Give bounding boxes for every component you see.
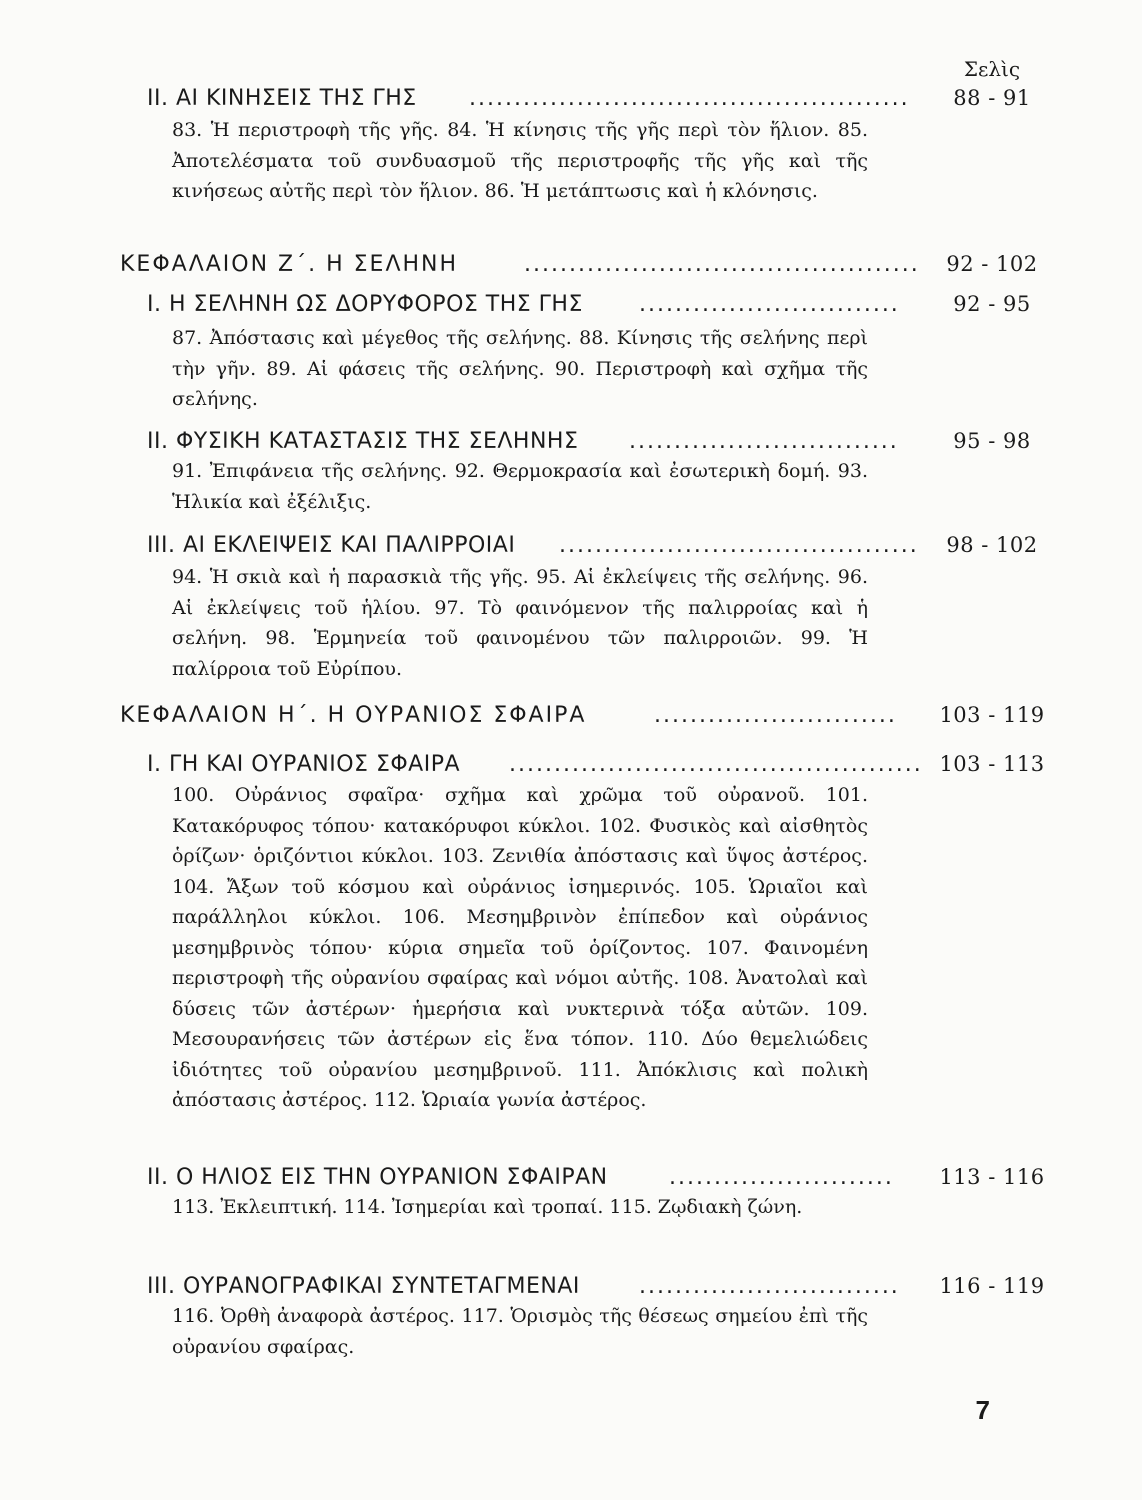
- leader-dots: ............................................: [524, 252, 920, 277]
- toc-section-description: 116. Ὀρθὴ ἀναφορὰ ἀστέρος. 117. Ὁρισμὸς τῆς θέσεως σημείου ἐπὶ τῆς οὐρανίου σφαίρας.: [172, 1305, 868, 1358]
- toc-section-title: II. Ο ΗΛΙΟΣ ΕΙΣ ΤΗΝ ΟΥΡΑΝΙΟΝ ΣΦΑΙΡΑΝ: [147, 1165, 608, 1190]
- toc-section-title: I. ΓΗ ΚΑΙ ΟΥΡΑΝΙΟΣ ΣΦΑΙΡΑ: [147, 752, 461, 777]
- toc-section-description: 91. Ἐπιφάνεια τῆς σελήνης. 92. Θερμοκρασία καὶ ἐσωτερικὴ δομή. 93. Ἡλικία καὶ ἐξέλιξις.: [172, 460, 868, 513]
- toc-page-range: 103 - 119: [939, 703, 1045, 727]
- toc-page-range: 103 - 113: [939, 752, 1045, 776]
- leader-dots: ..............................: [629, 429, 899, 454]
- toc-section-title: II. ΦΥΣΙΚΗ ΚΑΤΑΣΤΑΣΙΣ ΤΗΣ ΣΕΛΗΝΗΣ: [147, 429, 579, 454]
- toc-chapter-title: ΚΕΦΑΛΑΙΟΝ Η΄. Η ΟΥΡΑΝΙΟΣ ΣΦΑΙΡΑ: [120, 703, 587, 728]
- toc-page-range: 92 - 95: [953, 292, 1031, 316]
- toc-page-range: 92 - 102: [946, 252, 1038, 276]
- pages-column-heading: Σελὶς: [963, 57, 1021, 81]
- toc-section-title: III. ΑΙ ΕΚΛΕΙΨΕΙΣ ΚΑΙ ΠΑΛΙΡΡΟΙΑΙ: [147, 533, 516, 558]
- toc-section-description: 94. Ἡ σκιὰ καὶ ἡ παρασκιὰ τῆς γῆς. 95. Αἱ ἐκλείψεις τῆς σελήνης. 96. Αἱ ἐκλείψεις τοῦ ἡλίου. 97. Τὸ φαινόμενον τῆς παλιρροίας καὶ ἡ σελήνη. 98. Ἑρμηνεία τοῦ φαινομένου τῶν παλιρροιῶν. 99. Ἡ παλίρροια τοῦ Εὐρίπου.: [172, 566, 868, 680]
- leader-dots: ...........................: [654, 703, 897, 728]
- toc-page-range: 113 - 116: [939, 1165, 1045, 1189]
- leader-dots: ........................................: [559, 533, 919, 558]
- leader-dots: .............................: [639, 292, 900, 317]
- leader-dots: ..............................................: [509, 752, 923, 777]
- leader-dots: .........................: [669, 1165, 894, 1190]
- toc-chapter-title: ΚΕΦΑΛΑΙΟΝ Ζ΄. Η ΣΕΛΗΝΗ: [120, 252, 459, 277]
- toc-page-range: 98 - 102: [946, 533, 1038, 557]
- leader-dots: .............................: [639, 1274, 900, 1299]
- toc-page-range: 116 - 119: [939, 1274, 1045, 1298]
- toc-section-title: II. ΑΙ ΚΙΝΗΣΕΙΣ ΤΗΣ ΓΗΣ: [147, 86, 417, 111]
- page-number: 7: [975, 1395, 990, 1425]
- toc-chapter-line: [0, 703, 1142, 741]
- toc-page-range: 88 - 91: [953, 86, 1031, 110]
- toc-page-range: 95 - 98: [953, 429, 1031, 453]
- toc-section-title: I. Η ΣΕΛΗΝΗ ΩΣ ΔΟΡΥΦΟΡΟΣ ΤΗΣ ΓΗΣ: [147, 292, 583, 317]
- toc-section-description: 83. Ἡ περιστροφὴ τῆς γῆς. 84. Ἡ κίνησις τῆς γῆς περὶ τὸν ἥλιον. 85. Ἀποτελέσματα τοῦ συνδυασμοῦ τῆς περιστροφῆς τῆς γῆς καὶ τῆς κινήσεως αὐτῆς περὶ τὸν ἥλιον. 86. Ἡ μετάπτωσις καὶ ἡ κλόνησις.: [172, 119, 868, 202]
- leader-dots: .................................................: [469, 86, 910, 111]
- toc-section-description: 87. Ἀπόστασις καὶ μέγεθος τῆς σελήνης. 88. Κίνησις τῆς σελήνης περὶ τὴν γῆν. 89. Αἱ φάσεις τῆς σελήνης. 90. Περιστροφὴ καὶ σχῆμα τῆς σελήνης.: [172, 327, 868, 410]
- toc-section-title: III. ΟΥΡΑΝΟΓΡΑΦΙΚΑΙ ΣΥΝΤΕΤΑΓΜΕΝΑΙ: [147, 1274, 580, 1299]
- toc-section-description: 100. Οὐράνιος σφαῖρα· σχῆμα καὶ χρῶμα τοῦ οὐρανοῦ. 101. Κατακόρυφος τόπου· κατακόρυφοι κύκλοι. 102. Φυσικὸς καὶ αἰσθητὸς ὁρίζων· ὁριζόντιοι κύκλοι. 103. Ζενιθία ἀπόστασις καὶ ὕψος ἀστέρος. 104. Ἄξων τοῦ κόσμου καὶ οὐράνιος ἰσημερινός. 105. Ὡριαῖοι καὶ παράλληλοι κύκλοι. 106. Μεσημβρινὸν ἐπίπεδον καὶ οὐράνιος μεσημβρινὸς τόπου· κύρια σημεῖα τοῦ ὁρίζοντος. 107. Φαινομένη περιστροφὴ τῆς οὐρανίου σφαίρας καὶ νόμοι αὐτῆς. 108. Ἀνατολαὶ καὶ δύσεις τῶν ἀστέρων· ἡμερήσια καὶ νυκτερινὰ τόξα αὐτῶν. 109. Μεσουρανήσεις τῶν ἀστέρων εἰς ἕνα τόπον. 110. Δύο θεμελιώδεις ἰδιότητες τοῦ οὐρανίου μεσημβρινοῦ. 111. Ἀπόκλισις καὶ πολικὴ ἀπόστασις ἀστέρος. 112. Ὡριαία γωνία ἀστέρος.: [172, 784, 868, 1111]
- toc-section-description: 113. Ἐκλειπτική. 114. Ἰσημερίαι καὶ τροπαί. 115. Ζῳδιακὴ ζώνη.: [172, 1196, 803, 1218]
- toc-chapter-line: [0, 252, 1142, 290]
